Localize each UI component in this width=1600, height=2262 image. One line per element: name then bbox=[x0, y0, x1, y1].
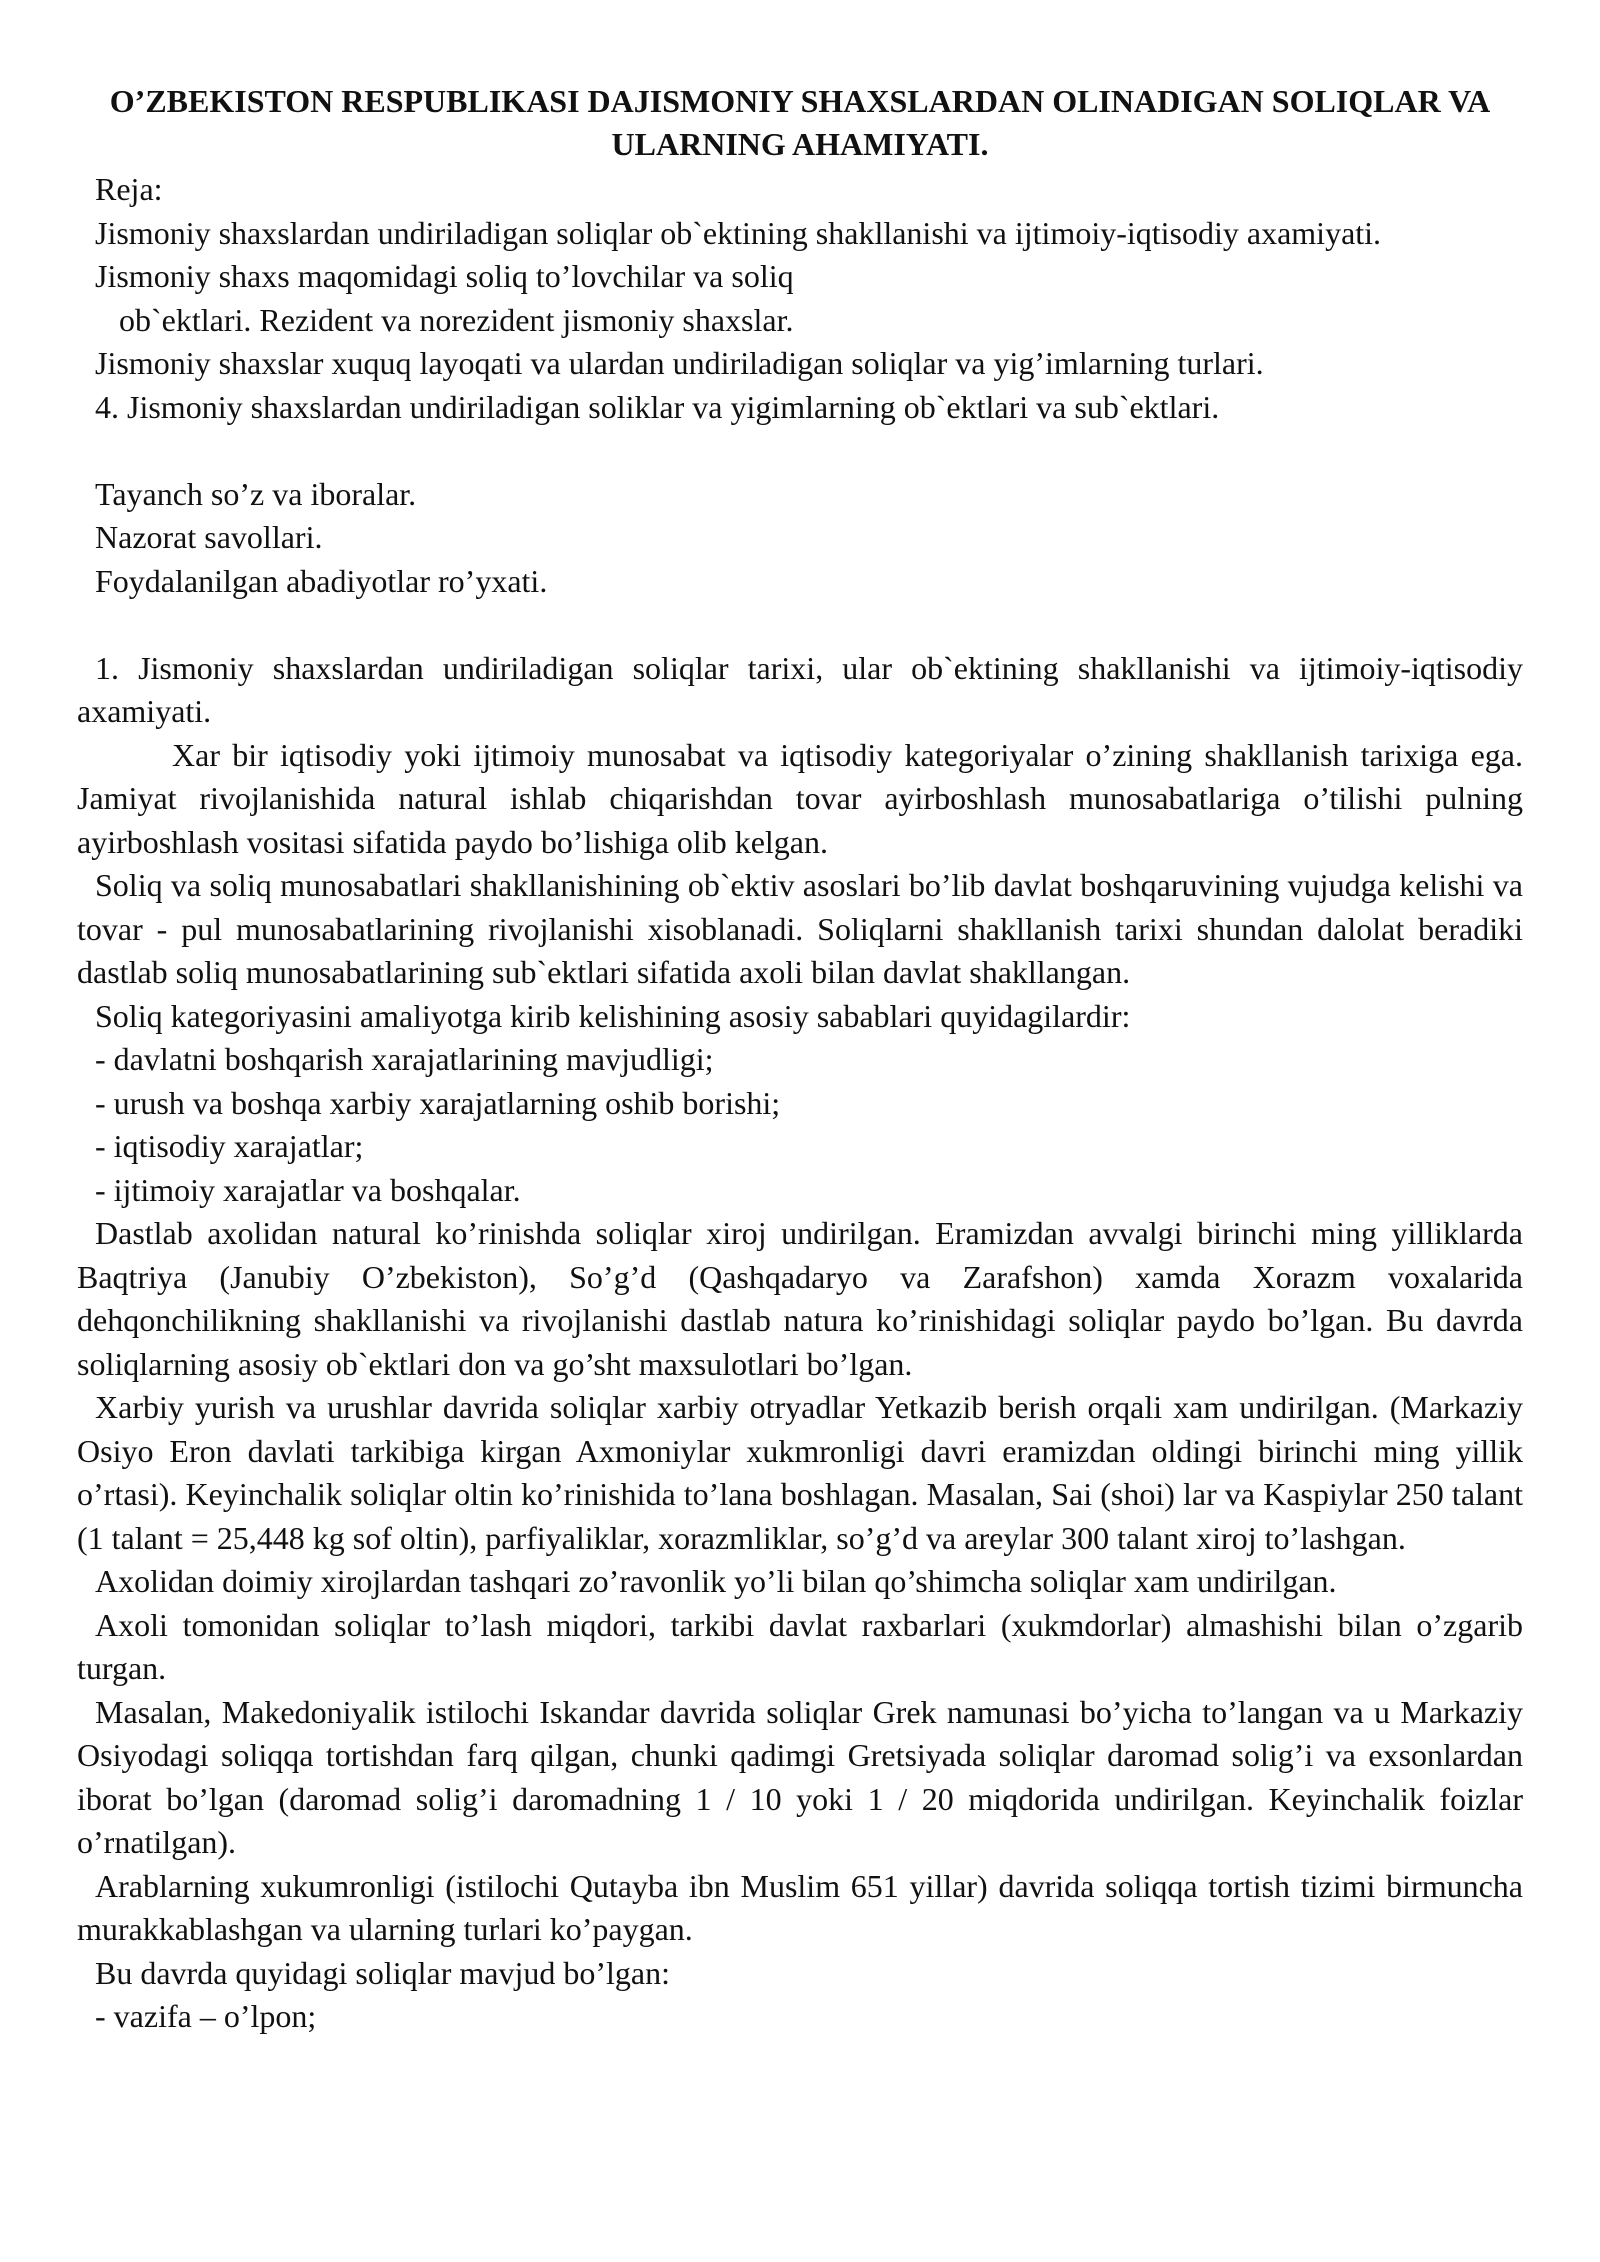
paragraph: Soliq kategoriyasini amaliyotga kirib kelishining asosiy sabablari quyidagilardir: bbox=[95, 997, 1131, 1034]
paragraph: Dastlab axolidan natural ko’rinishda soliqlar xiroj undirilgan. Eramizdan avvalgi birinchi ming yilliklarda Baqtriya (Janubiy O’zbekiston), So’g’d (Qashqadaryo va Zarafshon) xamda Xorazm voxalarida dehqonchilikning shakllanishi va rivojlanishi dastlab natura ko’rinishidagi soliqlar paydo bo’lgan. Bu davrda soliqlarning asosiy ob`ektlari don va go’sht maxsulotlari bo’lgan. bbox=[77, 1215, 1523, 1382]
paragraph: Xar bir iqtisodiy yoki ijtimoiy munosabat va iqtisodiy kategoriyalar o’zining shakllanish tarixiga ega. Jamiyat rivojlanishida natural ishlab chiqarishdan tovar ayirboshlash munosabatlariga o’tilishi pulning ayirboshlash vositasi sifatida paydo bo’lishiga olib kelgan. bbox=[77, 736, 1523, 860]
references-item: Foydalanilgan abadiyotlar ro’yxati. bbox=[95, 562, 548, 599]
questions-item: Nazorat savollari. bbox=[95, 519, 323, 555]
document-page bbox=[77, 80, 1523, 2039]
spacer bbox=[77, 429, 1523, 473]
spacer bbox=[77, 603, 1523, 647]
plan-item: 4. Jismoniy shaxslardan undiriladigan soliklar va yigimlarning ob`ektlari va sub`ektlari. bbox=[95, 388, 1220, 425]
reason-list-item: - ijtimoiy xarajatlar va boshqalar. bbox=[95, 1171, 521, 1208]
reason-list-item: - urush va boshqa xarbiy xarajatlarning oshib borishi; bbox=[95, 1084, 781, 1121]
reason-list-item: - iqtisodiy xarajatlar; bbox=[95, 1128, 364, 1164]
plan-item: Jismoniy shaxslar xuquq layoqati va ulardan undiriladigan soliqlar va yig’imlarning turlari. bbox=[95, 345, 1264, 381]
paragraph: Arablarning xukumronligi (istilochi Qutayba ibn Muslim 651 yillar) davrida soliqqa tortish tizimi birmuncha murakkablashgan va ularning turlari ko’paygan. bbox=[77, 1867, 1523, 1947]
paragraph: Axoli tomonidan soliqlar to’lash miqdori, tarkibi davlat raxbarlari (xukmdorlar) almashishi bilan o’zgarib turgan. bbox=[77, 1606, 1523, 1686]
paragraph: Xarbiy yurish va urushlar davrida soliqlar xarbiy otryadlar Yetkazib berish orqali xam undirilgan. (Markaziy Osiyo Eron davlati tarkibiga kirgan Axmoniylar xukmronligi davri eramizdan oldingi birinchi ming yillik o’rtasi). Keyinchalik soliqlar oltin ko’rinishida to’lana boshlagan. Masalan, Sai (shoi) lar va Kaspiylar 250 talant (1 talant = 25,448 kg sof oltin), parfiyaliklar, xorazmliklar, so’g’d va areylar 300 talant xiroj to’lashgan. bbox=[77, 1389, 1523, 1556]
document-title: O’ZBEKISTON RESPUBLIKASI DAJISMONIY SHAXSLARDAN OLINADIGAN SOLIQLAR VA ULARNING AHAMIYATI. bbox=[109, 83, 1491, 162]
section-heading: 1. Jismoniy shaxslardan undiriladigan soliqlar tarixi, ular ob`ektining shakllanishi va ijtimoiy-iqtisodiy axamiyati. bbox=[77, 649, 1523, 729]
plan-item-continuation: ob`ektlari. Rezident va norezident jismoniy shaxslar. bbox=[119, 301, 794, 338]
paragraph: Masalan, Makedoniyalik istilochi Iskandar davrida soliqlar Grek namunasi bo’yicha to’langan va u Markaziy Osiyodagi soliqqa tortishdan farq qilgan, chunki qadimgi Gretsiyada soliqlar daromad solig’i va exsonlardan iborat bo’lgan (daromad solig’i daromadning 1 / 10 yoki 1 / 20 miqdorida undirilgan. Keyinchalik foizlar o’rnatilgan). bbox=[77, 1693, 1523, 1860]
paragraph: Axolidan doimiy xirojlardan tashqari zo’ravonlik yo’li bilan qo’shimcha soliqlar xam undirilgan. bbox=[95, 1563, 1337, 1599]
plan-heading: Reja: bbox=[95, 171, 163, 207]
paragraph: Soliq va soliq munosabatlari shakllanishining ob`ektiv asoslari bo’lib davlat boshqaruvining vujudga kelishi va tovar - pul munosabatlarining rivojlanishi xisoblanadi. Soliqlarni shakllanish tarixi shundan dalolat beradiki dastlab soliq munosabatlarining sub`ektlari sifatida axoli bilan davlat shakllangan. bbox=[77, 867, 1523, 990]
keywords-item: Tayanch so’z va iboralar. bbox=[95, 475, 417, 512]
plan-item: Jismoniy shaxslardan undiriladigan soliqlar ob`ektining shakllanishi va ijtimoiy-iqtisodiy axamiyati. bbox=[95, 214, 1382, 251]
paragraph: Bu davrda quyidagi soliqlar mavjud bo’lgan: bbox=[95, 1954, 670, 1991]
tax-list-item: - vazifa – o’lpon; bbox=[95, 1998, 317, 2034]
reason-list-item: - davlatni boshqarish xarajatlarining mavjudligi; bbox=[95, 1041, 714, 1077]
plan-item: Jismoniy shaxs maqomidagi soliq to’lovchilar va soliq bbox=[95, 258, 794, 294]
